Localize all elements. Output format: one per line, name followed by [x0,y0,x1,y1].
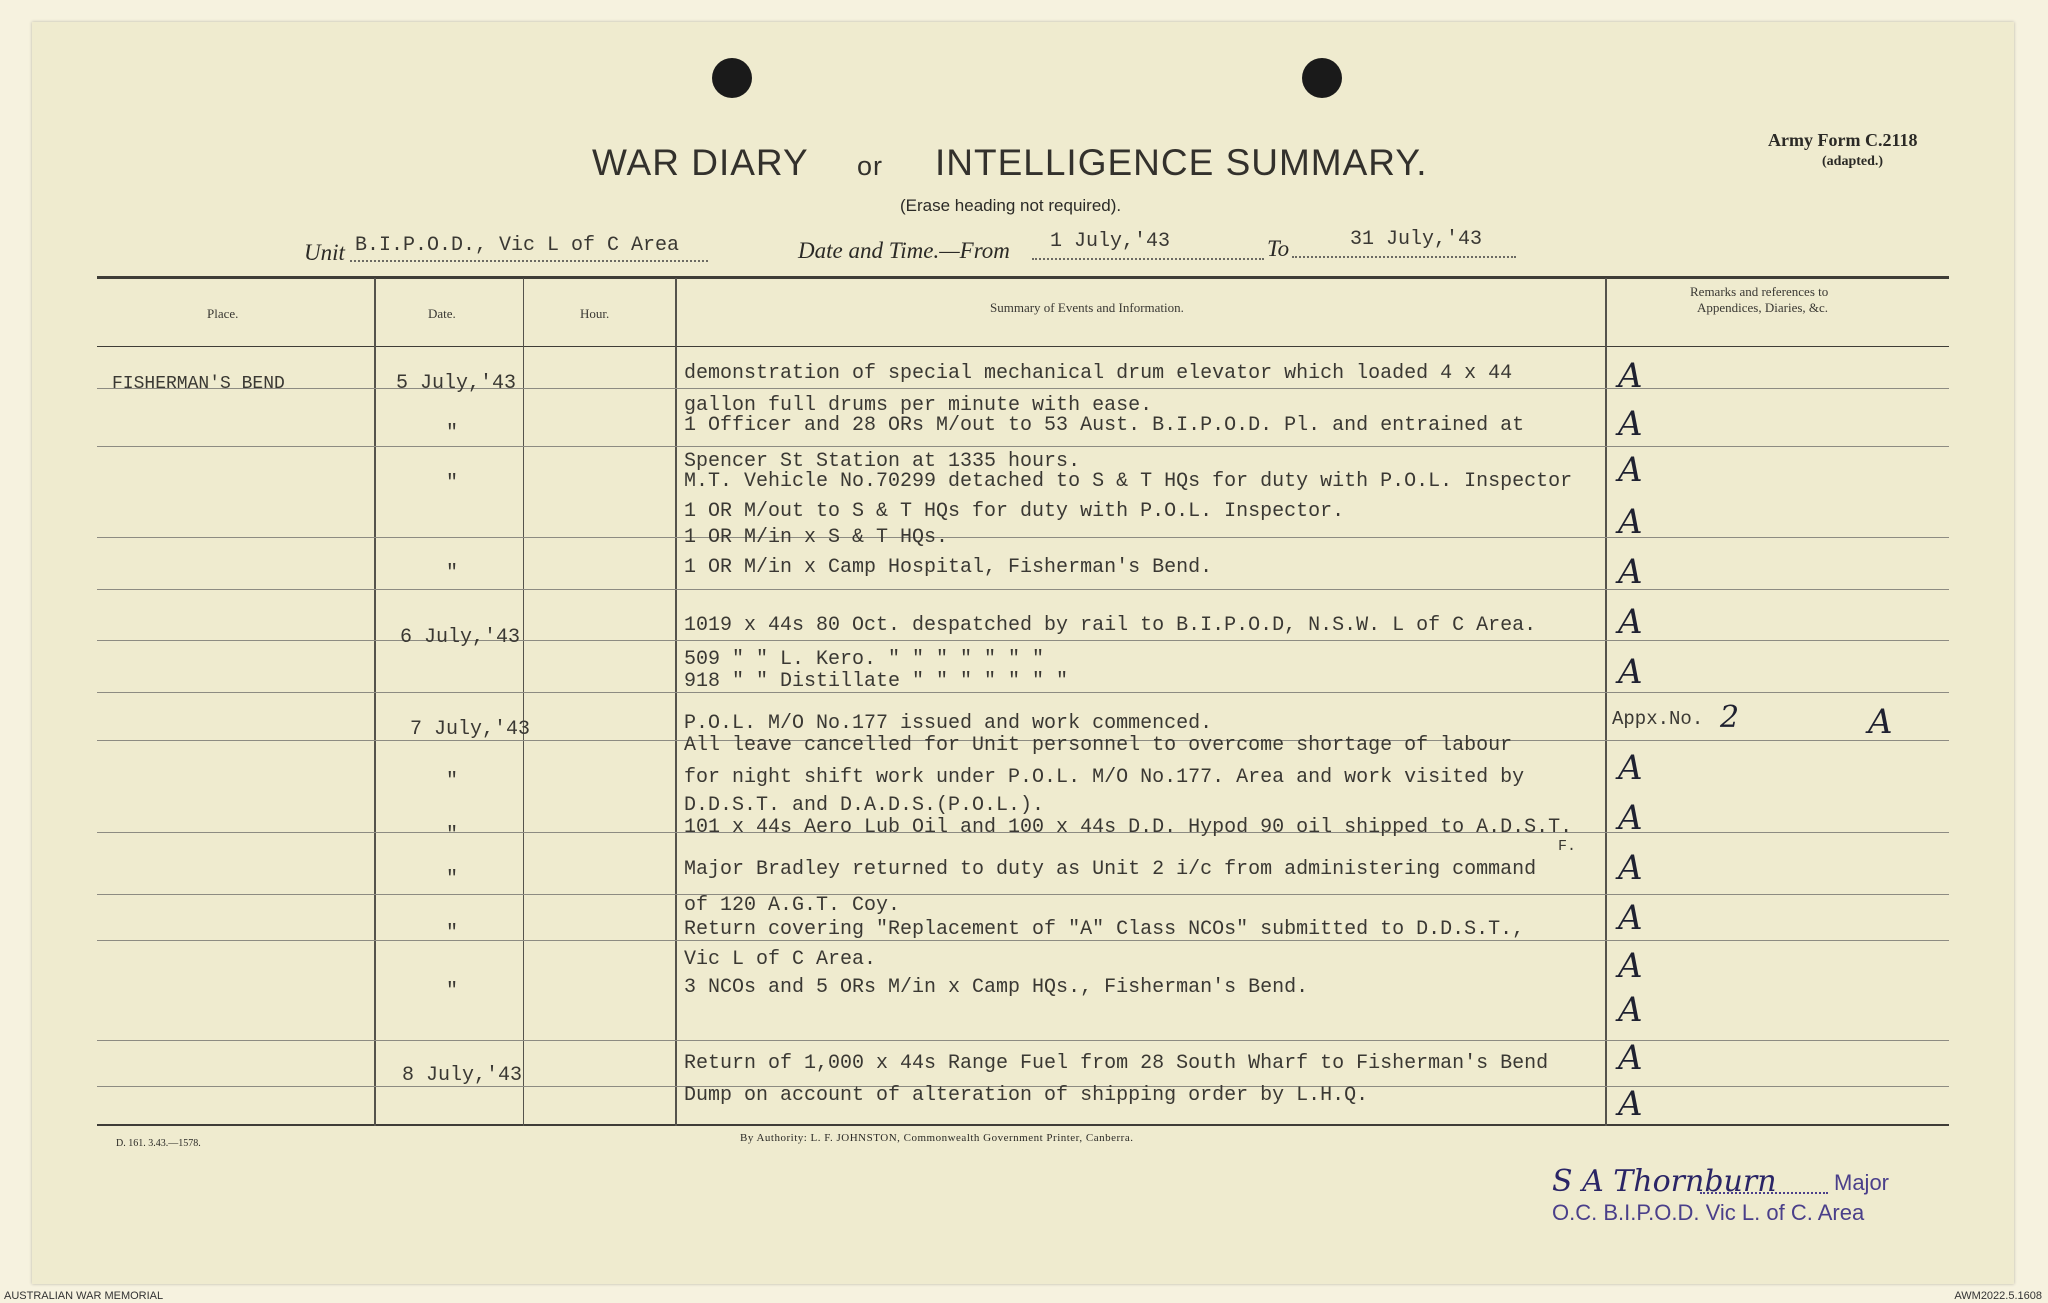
remark-tick: A [1618,990,1643,1030]
row-rule [97,640,1949,641]
remark-tick: A [1618,450,1643,490]
signature-line [1700,1192,1828,1194]
remark-tick: A [1618,552,1643,592]
col-header-summary: Summary of Events and Information. [990,300,1184,315]
col-header-hour: Hour. [580,306,610,321]
entry-line: All leave cancelled for Unit personnel to overcome shortage of labour [684,734,1513,757]
row-rule [97,894,1949,895]
remark-tick: A [1618,356,1643,396]
unit-label: Unit [304,240,345,265]
date-to-line [1292,256,1516,258]
col-header-remarks-1: Remarks and references to [1690,284,1829,299]
col-header-place: Place. [207,306,239,321]
to-label: To [1267,236,1290,261]
place-fishermans-bend: FISHERMAN'S BEND [112,374,285,394]
date-8-july: 8 July,'43 [402,1064,523,1087]
date-6-july: 6 July,'43 [400,626,521,649]
entry-line: Spencer St Station at 1335 hours. [684,450,1081,473]
title-war-diary: WAR DIARY [592,142,809,183]
col-divider-hour [675,278,677,1126]
printer-authority: By Authority: L. F. JOHNSTON, Commonwealth Government Printer, Canberra. [740,1132,1134,1144]
entry-line: Return of 1,000 x 44s Range Fuel from 28 South Wharf to Fisherman's Bend [684,1052,1549,1075]
footer-right: AWM2022.5.1608 [1954,1290,2042,1302]
date-ditto: " [446,980,459,1003]
entry-line: 101 x 44s Aero Lub Oil and 100 x 44s D.D. Hypod 90 oil shipped to A.D.S.T. [684,816,1573,839]
entry-line: 1 OR M/out to S & T HQs for duty with P.O.L. Inspector. [684,500,1345,523]
date-label: Date and Time.—From [798,238,1010,263]
entry-line: demonstration of special mechanical drum elevator which loaded 4 x 44 [684,362,1513,385]
entry-line: P.O.L. M/O No.177 issued and work commenced. [684,712,1213,735]
remark-tick: A [1618,652,1643,692]
unit-value: B.I.P.O.D., Vic L of C Area [355,234,680,257]
remark-tick: A [1618,848,1643,888]
entry-line: 3 NCOs and 5 ORs M/in x Camp HQs., Fisherman's Bend. [684,976,1309,999]
date-ditto: " [446,562,459,585]
date-ditto: " [446,422,459,445]
entry-line: Vic L of C Area. [684,948,877,971]
col-header-date: Date. [428,306,456,321]
row-rule [97,589,1949,590]
date-ditto: " [446,770,459,793]
date-ditto: " [446,824,459,847]
remark-tick: A [1868,702,1893,742]
date-ditto: " [446,868,459,891]
remark-tick: A [1618,1084,1643,1124]
form-name: Army Form C.2118 [1768,130,1918,150]
date-from: 1 July,'43 [1050,230,1171,253]
form-note: (adapted.) [1822,154,1884,169]
entry-line: 1019 x 44s 80 Oct. despatched by rail to B.I.P.O.D, N.S.W. L of C Area. [684,614,1537,637]
col-divider-place [374,278,376,1126]
entry-line: D.D.S.T. and D.A.D.S.(P.O.L.). [684,794,1045,817]
punch-hole-left [712,58,752,98]
unit-stamp: O.C. B.I.P.O.D. Vic L. of C. Area [1552,1200,1865,1225]
remark-tick: A [1618,898,1643,938]
col-header-remarks-2: Appendices, Diaries, &c. [1697,300,1829,315]
col-divider-summary [1605,278,1607,1126]
date-from-line [1032,258,1264,260]
punch-hole-right [1302,58,1342,98]
entry-line-suffix: F. [1558,838,1577,855]
remark-tick: A [1618,946,1643,986]
entry-line: gallon full drums per minute with ease. [684,394,1153,417]
entry-line: 1 OR M/in x Camp Hospital, Fisherman's Bend. [684,556,1213,579]
archive-footer [0,1287,2048,1303]
date-ditto: " [446,472,459,495]
appendix-ref: Appx.No. [1612,708,1704,730]
printer-code: D. 161. 3.43.—1578. [116,1138,201,1149]
signature: S A Thornburn [1552,1164,1777,1199]
remark-tick: A [1618,602,1643,642]
title-or: or [857,151,884,181]
date-7-july: 7 July,'43 [410,718,531,741]
remark-tick: A [1618,1038,1643,1078]
entry-line: for night shift work under P.O.L. M/O No.177. Area and work visited by [684,766,1525,789]
remark-tick: A [1618,798,1643,838]
date-5-july: 5 July,'43 [396,372,517,395]
appendix-number: 2 [1720,700,1740,735]
footer-left: AUSTRALIAN WAR MEMORIAL [4,1290,164,1302]
entry-line: 918 " " Distillate " " " " " " " [684,670,1069,693]
entry-line: 1 Officer and 28 ORs M/out to 53 Aust. B.I.P.O.D. Pl. and entrained at [684,414,1525,437]
entry-line: 509 " " L. Kero. " " " " " " " [684,648,1045,671]
entry-line: Major Bradley returned to duty as Unit 2 i/c from administering command [684,858,1537,881]
entry-line: Return covering "Replacement of "A" Class NCOs" submitted to D.D.S.T., [684,918,1525,941]
entry-line: Dump on account of alteration of shipping order by L.H.Q. [684,1084,1369,1107]
col-divider-date [523,278,524,1126]
entry-line: 1 OR M/in x S & T HQs. [684,526,949,549]
row-rule [97,1040,1949,1041]
remark-tick: A [1618,404,1643,444]
row-rule [97,388,1949,389]
date-to: 31 July,'43 [1350,228,1483,251]
entry-line: of 120 A.G.T. Coy. [684,894,901,917]
unit-line [350,260,708,262]
date-ditto: " [446,922,459,945]
title-intelligence-summary: INTELLIGENCE SUMMARY. [935,142,1428,183]
row-rule [97,537,1949,538]
remark-tick: A [1618,502,1643,542]
row-rule [97,446,1949,447]
remark-tick: A [1618,748,1643,788]
subtitle: (Erase heading not required). [900,196,1122,215]
entry-line: M.T. Vehicle No.70299 detached to S & T HQs for duty with P.O.L. Inspector [684,470,1573,493]
signature-rank: Major [1834,1170,1890,1195]
